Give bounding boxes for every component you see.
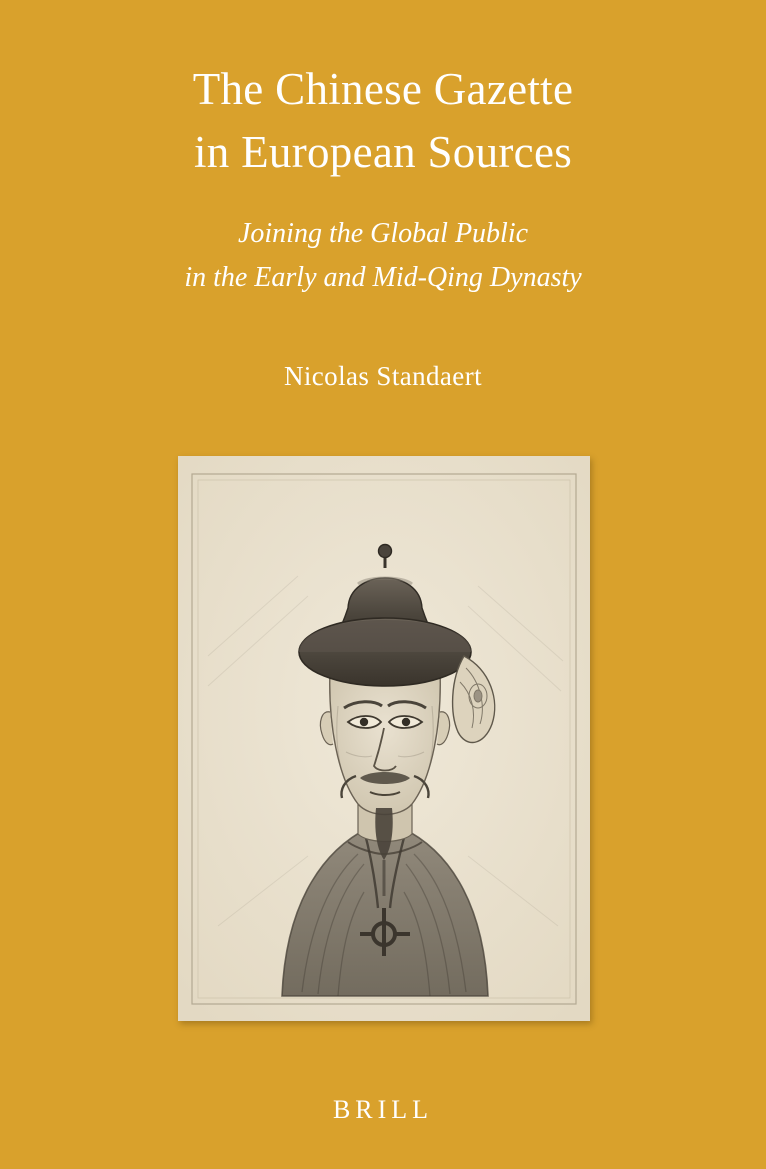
- publisher: [0, 1095, 766, 1125]
- subtitle-line-1: Joining the Global Public: [237, 218, 529, 249]
- qing-official-portrait-icon: [178, 456, 590, 1021]
- book-title: [0, 58, 766, 184]
- subtitle-line-2: in the Early and Mid-Qing Dynasty: [184, 262, 582, 293]
- title-line-2: in European Sources: [193, 127, 573, 177]
- cover-artwork: [178, 456, 590, 1021]
- author-name: Nicolas Standaert: [284, 361, 482, 391]
- publisher-name: BRILL: [332, 1095, 434, 1124]
- title-line-1: The Chinese Gazette: [192, 64, 574, 114]
- book-subtitle: [0, 212, 766, 300]
- book-author: [0, 358, 766, 394]
